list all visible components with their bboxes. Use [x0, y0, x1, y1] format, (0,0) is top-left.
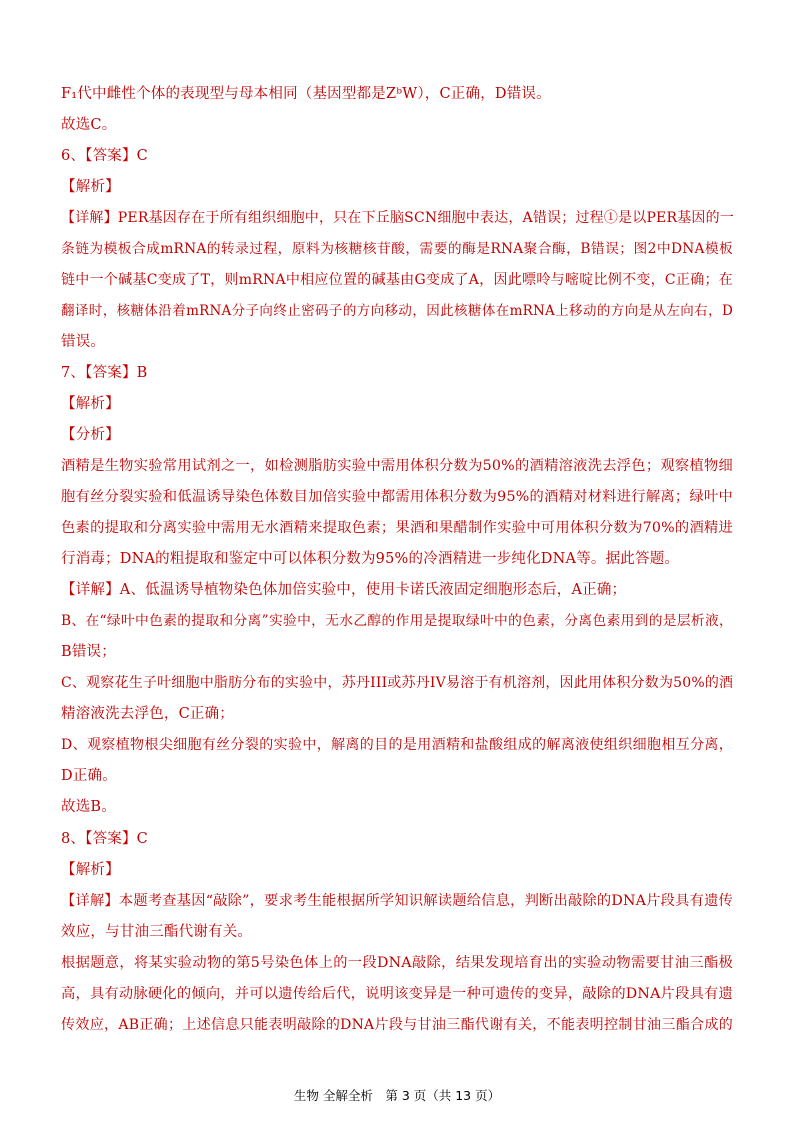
text-line-10: 7、【答案】B	[61, 365, 148, 381]
text-line-19: B错误；	[61, 644, 116, 660]
text-line-12: 【分析】	[61, 427, 120, 443]
text-line-5: 【详解】PER基因存在于所有组织细胞中，只在下丘脑SCN细胞中表达，A错误；过程①是以PER基因的一	[61, 210, 735, 226]
text-line-27: 【详解】本题考查基因“敲除”，要求考生能根据所学知识解读题给信息，判断出敲除的DNA片段具有遗传	[61, 893, 733, 909]
page-footer: 生物 全解全析 第 3 页（共 13 页）	[293, 1088, 501, 1103]
text-line-25: 8、【答案】C	[61, 831, 148, 847]
text-line-22: D、观察植物根尖细胞有丝分裂的实验中，解离的目的是用酒精和盐酸组成的解离液使组织细胞相互分离，	[61, 737, 733, 753]
text-line-20: C、观察花生子叶细胞中脂肪分布的实验中，苏丹III或苏丹IV易溶于有机溶剂，因此用体积分数为50%的酒	[61, 675, 734, 691]
text-line-26: 【解析】	[61, 862, 120, 878]
text-line-21: 精溶液洗去浮色，C正确；	[61, 706, 234, 722]
text-line-8: 翻译时，核糖体沿着mRNA分子向终止密码子的方向移动，因此核糖体在mRNA上移动的方向是从左向右，D	[61, 303, 733, 319]
text-line-16: 行消毒；DNA的粗提取和鉴定中可以体积分数为95%的冷酒精进一步纯化DNA等。据此答题。	[61, 551, 680, 567]
text-line-9: 错误。	[61, 334, 106, 350]
text-line-1: F₁代中雌性个体的表现型与母本相同（基因型都是ZᵇW），C正确，D错误。	[61, 86, 551, 102]
text-line-14: 胞有丝分裂实验和低温诱导染色体数目加倍实验中都需用体积分数为95%的酒精对材料进行解离；绿叶中	[61, 489, 733, 505]
text-line-30: 高，具有动脉硬化的倾向，并可以遗传给后代，说明该变异是一种可遗传的变异，敲除的DNA片段具有遗	[61, 986, 733, 1002]
text-line-31: 传效应，AB正确；上述信息只能表明敲除的DNA片段与甘油三酯代谢有关，不能表明控制甘油三酯合成的	[61, 1017, 733, 1033]
text-line-4: 【解析】	[61, 179, 120, 195]
text-line-28: 效应，与甘油三酯代谢有关。	[61, 924, 253, 940]
text-line-17: 【详解】A、低温诱导植物染色体加倍实验中，使用卡诺氏液固定细胞形态后，A正确；	[61, 582, 627, 598]
text-line-13: 酒精是生物实验常用试剂之一，如检测脂肪实验中需用体积分数为50%的酒精溶液洗去浮色；观察植物细	[61, 458, 733, 474]
text-line-24: 故选B。	[61, 799, 116, 815]
text-line-3: 6、【答案】C	[61, 148, 148, 164]
text-line-15: 色素的提取和分离实验中需用无水酒精来提取色素；果酒和果醋制作实验中可用体积分数为70%的酒精进	[61, 520, 733, 536]
text-line-6: 条链为模板合成mRNA的转录过程，原料为核糖核苷酸，需要的酶是RNA聚合酶，B错误；图2中DNA模板	[61, 241, 733, 257]
text-line-11: 【解析】	[61, 396, 120, 412]
text-line-18: B、在“绿叶中色素的提取和分离”实验中，无水乙醇的作用是提取绿叶中的色素，分离色素用到的是层析液，	[61, 613, 733, 629]
text-line-23: D正确。	[61, 768, 117, 784]
text-line-2: 故选C。	[61, 117, 117, 133]
text-line-7: 链中一个碱基C变成了T，则mRNA中相应位置的碱基由G变成了A，因此嘌呤与嘧啶比例不变，C正确；在	[61, 272, 733, 288]
text-line-29: 根据题意，将某实验动物的第5号染色体上的一段DNA敲除，结果发现培育出的实验动物需要甘油三酯极	[61, 955, 733, 971]
